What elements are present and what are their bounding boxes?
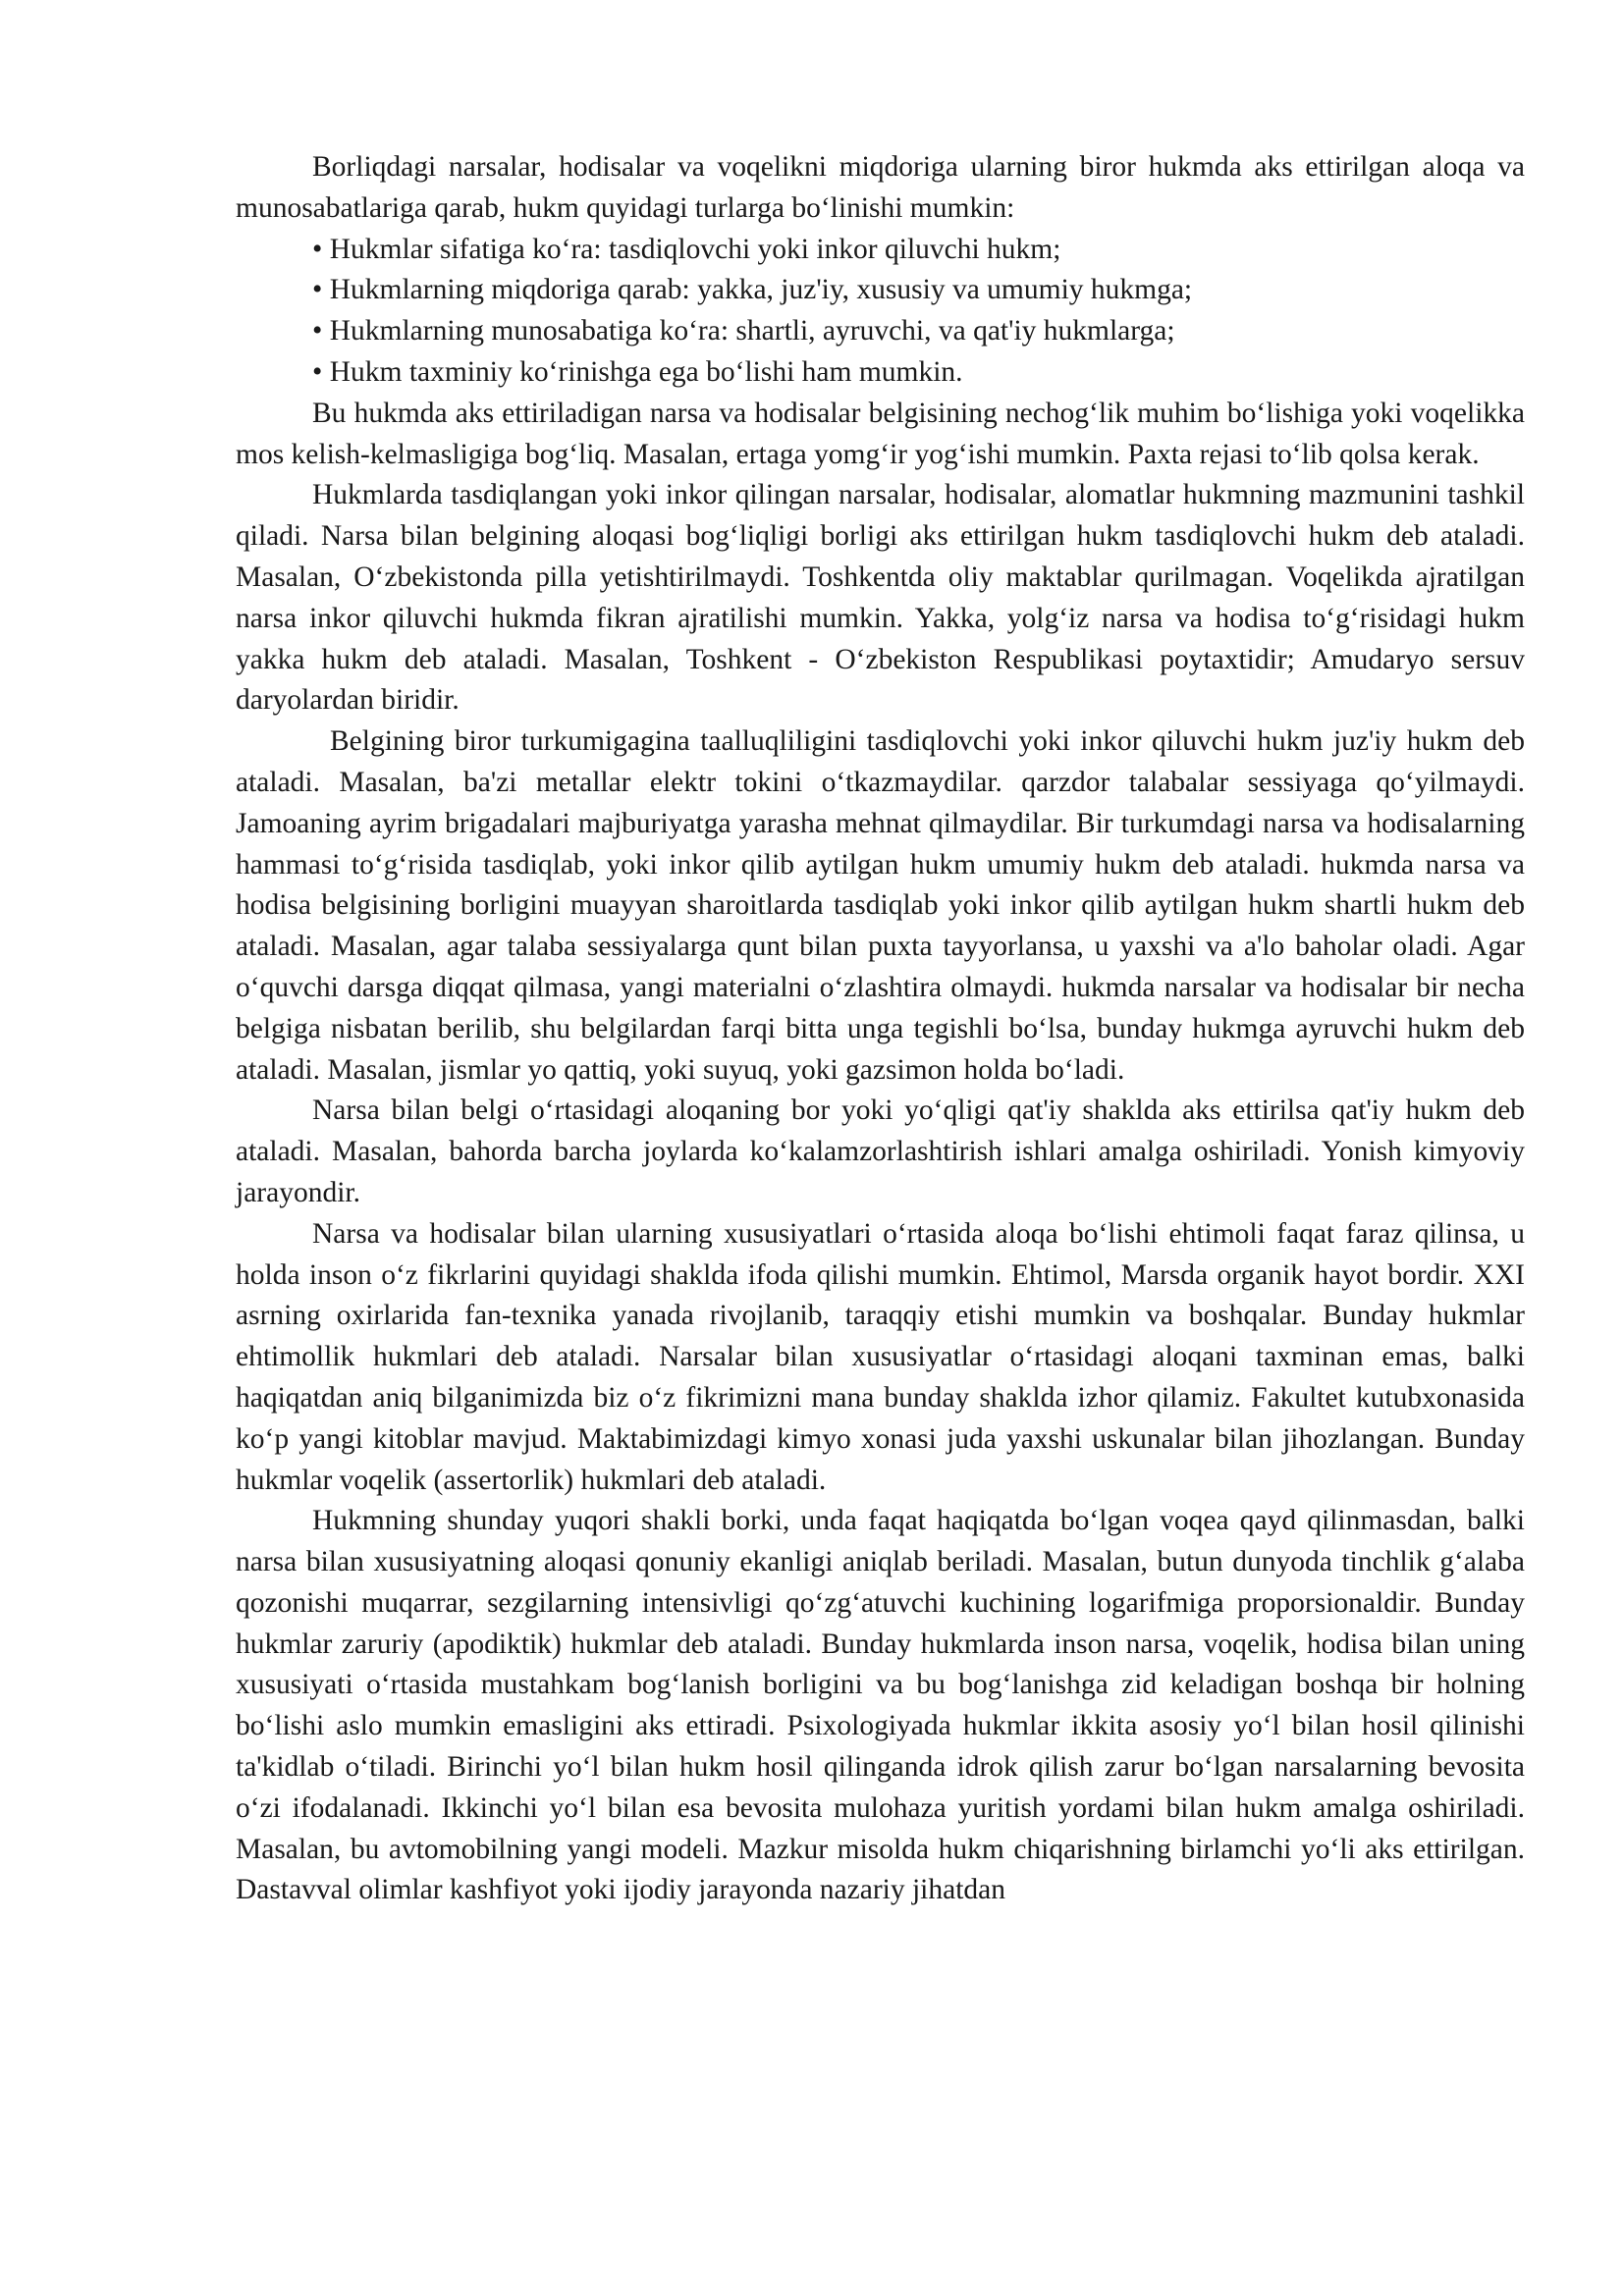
- paragraph: Belgining biror turkumigagina taalluqliligini tasdiqlovchi yoki inkor qiluvchi hukm juz'iy hukm deb ataladi. Masalan, ba'zi metallar elektr tokini o‘tkazmaydilar. qarzdor talabalar sessiyaga qo‘yilmaydi. Jamoaning ayrim brigadalari majburiyatga yarasha mehnat qilmaydilar. Bir turkumdagi narsa va hodisalarning hammasi to‘g‘risida tasdiqlab, yoki inkor qilib aytilgan hukm umumiy hukm deb ataladi. hukmda narsa va hodisa belgisining borligini muayyan sharoitlarda tasdiqlab yoki inkor qilib aytilgan hukm shartli hukm deb ataladi. Masalan, agar talaba sessiyalarga qunt bilan puxta tayyorlansa, u yaxshi va a'lo baholar oladi. Agar o‘quvchi darsga diqqat qilmasa, yangi materialni o‘zlashtira olmaydi. hukmda narsalar va hodisalar bir necha belgiga nisbatan berilib, shu belgilardan farqi bitta unga tegishli bo‘lsa, bunday hukmga ayruvchi hukm deb ataladi. Masalan, jismlar yo qattiq, yoki suyuq, yoki gazsimon holda bo‘ladi.: [236, 725, 1525, 1086]
- bullet-item: • Hukmlarning miqdoriga qarab: yakka, juz'iy, xususiy va umumiy hukmga;: [312, 274, 1193, 306]
- bullet-item: • Hukmlarning munosabatiga ko‘ra: shartli, ayruvchi, va qat'iy hukmlarga;: [312, 315, 1175, 347]
- paragraph: Hukmlarda tasdiqlangan yoki inkor qilingan narsalar, hodisalar, alomatlar hukmning mazmunini tashkil qiladi. Narsa bilan belgining aloqasi bog‘liqligi borligi aks ettirilgan hukm tasdiqlovchi hukm deb ataladi. Masalan, O‘zbekistonda pilla yetishtirilmaydi. Toshkentda oliy maktablar qurilmagan. Voqelikda ajratilgan narsa inkor qiluvchi hukmda fikran ajratilishi mumkin. Yakka, yolg‘iz narsa va hodisa to‘g‘risidagi hukm yakka hukm deb ataladi. Masalan, Toshkent - O‘zbekiston Respublikasi poytaxtidir; Amudaryo sersuv daryolardan biridir.: [236, 479, 1525, 717]
- paragraph-intro: Borliqdagi narsalar, hodisalar va voqelikni miqdoriga ularning biror hukmda aks ettirilgan aloqa va munosabatlariga qarab, hukm quyidagi turlarga bo‘linishi mumkin:: [236, 151, 1525, 224]
- paragraph: Hukmning shunday yuqori shakli borki, unda faqat haqiqatda bo‘lgan voqea qayd qilinmasdan, balki narsa bilan xususiyatning aloqasi qonuniy ekanligi aniqlab beriladi. Masalan, butun dunyoda tinchlik g‘alaba qozonishi muqarrar, sezgilarning intensivligi qo‘zg‘atuvchi kuchining logarifmiga proporsionaldir. Bunday hukmlar zaruriy (apodiktik) hukmlar deb ataladi. Bunday hukmlarda inson narsa, voqelik, hodisa bilan uning xususiyati o‘rtasida mustahkam bog‘lanish borligini va bu bog‘lanishga zid keladigan boshqa bir holning bo‘lishi aslo mumkin emasligini aks ettiradi. Psixologiyada hukmlar ikkita asosiy yo‘l bilan hosil qilinishi ta'kidlab o‘tiladi. Birinchi yo‘l bilan hukm hosil qilinganda idrok qilish zarur bo‘lgan narsalarning bevosita o‘zi ifodalanadi. Ikkinchi yo‘l bilan esa bevosita mulohaza yuritish yordami bilan hukm amalga oshiriladi. Masalan, bu avtomobilning yangi modeli. Mazkur misolda hukm chiqarishning birlamchi yo‘li aks ettirilgan. Dastavval olimlar kashfiyot yoki ijodiy jarayonda nazariy jihatdan: [236, 1505, 1525, 1906]
- bullet-item: • Hukm taxminiy ko‘rinishga ega bo‘lishi ham mumkin.: [312, 355, 963, 388]
- paragraph: Narsa bilan belgi o‘rtasidagi aloqaning bor yoki yo‘qligi qat'iy shaklda aks ettirilsa qat'iy hukm deb ataladi. Masalan, bahorda barcha joylarda ko‘kalamzorlashtirish ishlari amalga oshiriladi. Yonish kimyoviy jarayondir.: [236, 1095, 1525, 1208]
- paragraph: Bu hukmda aks ettiriladigan narsa va hodisalar belgisining nechog‘lik muhim bo‘lishiga yoki voqelikka mos kelish-kelmasligiga bog‘liq. Masalan, ertaga yomg‘ir yog‘ishi mumkin. Paxta rejasi to‘lib qolsa kerak.: [236, 397, 1525, 470]
- bullet-item: • Hukmlar sifatiga ko‘ra: tasdiqlovchi yoki inkor qiluvchi hukm;: [312, 233, 1061, 265]
- document-page: [236, 147, 1525, 1911]
- paragraph: Narsa va hodisalar bilan ularning xususiyatlari o‘rtasida aloqa bo‘lishi ehtimoli faqat faraz qilinsa, u holda inson o‘z fikrlarini quyidagi shaklda ifoda qilishi mumkin. Ehtimol, Marsda organik hayot bordir. XXI asrning oxirlarida fan-texnika yanada rivojlanib, taraqqiy etishi mumkin va boshqalar. Bunday hukmlar ehtimollik hukmlari deb ataladi. Narsalar bilan xususiyatlar o‘rtasidagi aloqani taxminan emas, balki haqiqatdan aniq bilganimizda biz o‘z fikrimizni mana bunday shaklda izhor qilamiz. Fakultet kutubxonasida ko‘p yangi kitoblar mavjud. Maktabimizdagi kimyo xonasi juda yaxshi uskunalar bilan jihozlangan. Bunday hukmlar voqelik (assertorlik) hukmlari deb ataladi.: [236, 1217, 1525, 1496]
